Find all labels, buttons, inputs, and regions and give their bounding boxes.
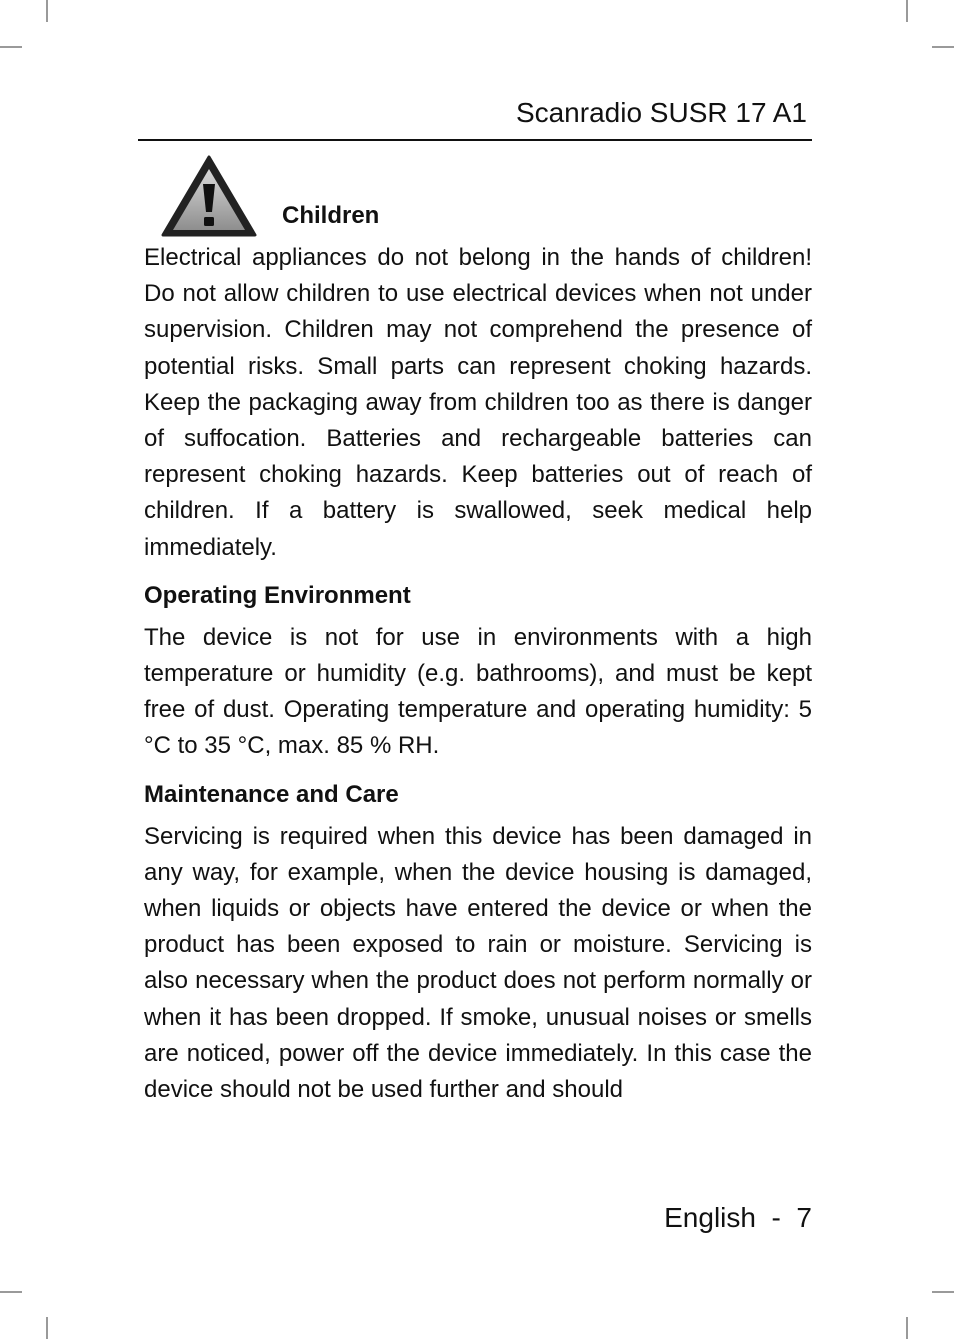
crop-mark	[0, 1291, 22, 1293]
crop-mark	[932, 1291, 954, 1293]
section-heading-operating-environment: Operating Environment	[144, 581, 411, 609]
children-paragraph: Electrical appliances do not belong in the hands of children! Do not allow children to use electrical devices when not under supervision. Children may not comprehend the presence of potential risks. Small parts can represent choking hazards. Keep the packaging away from children too as there is danger of suffocation. Batteries and rechargeable batteries can represent choking hazards. Keep batteries out of reach of children. If a battery is swallowed, seek medical help immediately.	[144, 244, 812, 561]
page-header-title: Scanradio SUSR 17 A1	[515, 97, 807, 128]
crop-mark	[46, 1317, 48, 1339]
page-number: 7	[796, 1202, 812, 1233]
crop-mark	[932, 46, 954, 48]
header-divider	[138, 139, 812, 141]
section-heading-children: Children	[282, 202, 380, 229]
footer-language: English	[664, 1202, 756, 1233]
footer-separator: -	[771, 1202, 781, 1233]
operating-environment-paragraph: The device is not for use in environments with a high temperature or humidity (e.g. bathrooms), and must be kept free of dust. Operating temperature and operating humidity: 5 °C to 35 °C, max. 85 % RH.	[144, 623, 812, 760]
crop-mark	[46, 0, 48, 22]
section-heading-maintenance: Maintenance and Care	[144, 780, 399, 808]
crop-mark	[906, 1317, 908, 1339]
page-footer	[664, 1201, 812, 1235]
crop-mark	[906, 0, 908, 22]
maintenance-paragraph: Servicing is required when this device has been damaged in any way, for example, when the device housing is damaged, when liquids or objects have entered the device or when the product has been exposed to rain or moisture. Servicing is also necessary when the product does not perform normally or when it has been dropped. If smoke, unusual noises or smells are noticed, power off the device immediately. In this case the device should not be used further and should	[144, 822, 812, 1104]
main-content	[144, 240, 812, 1108]
warning-triangle-icon	[160, 154, 258, 238]
crop-mark	[0, 46, 22, 48]
